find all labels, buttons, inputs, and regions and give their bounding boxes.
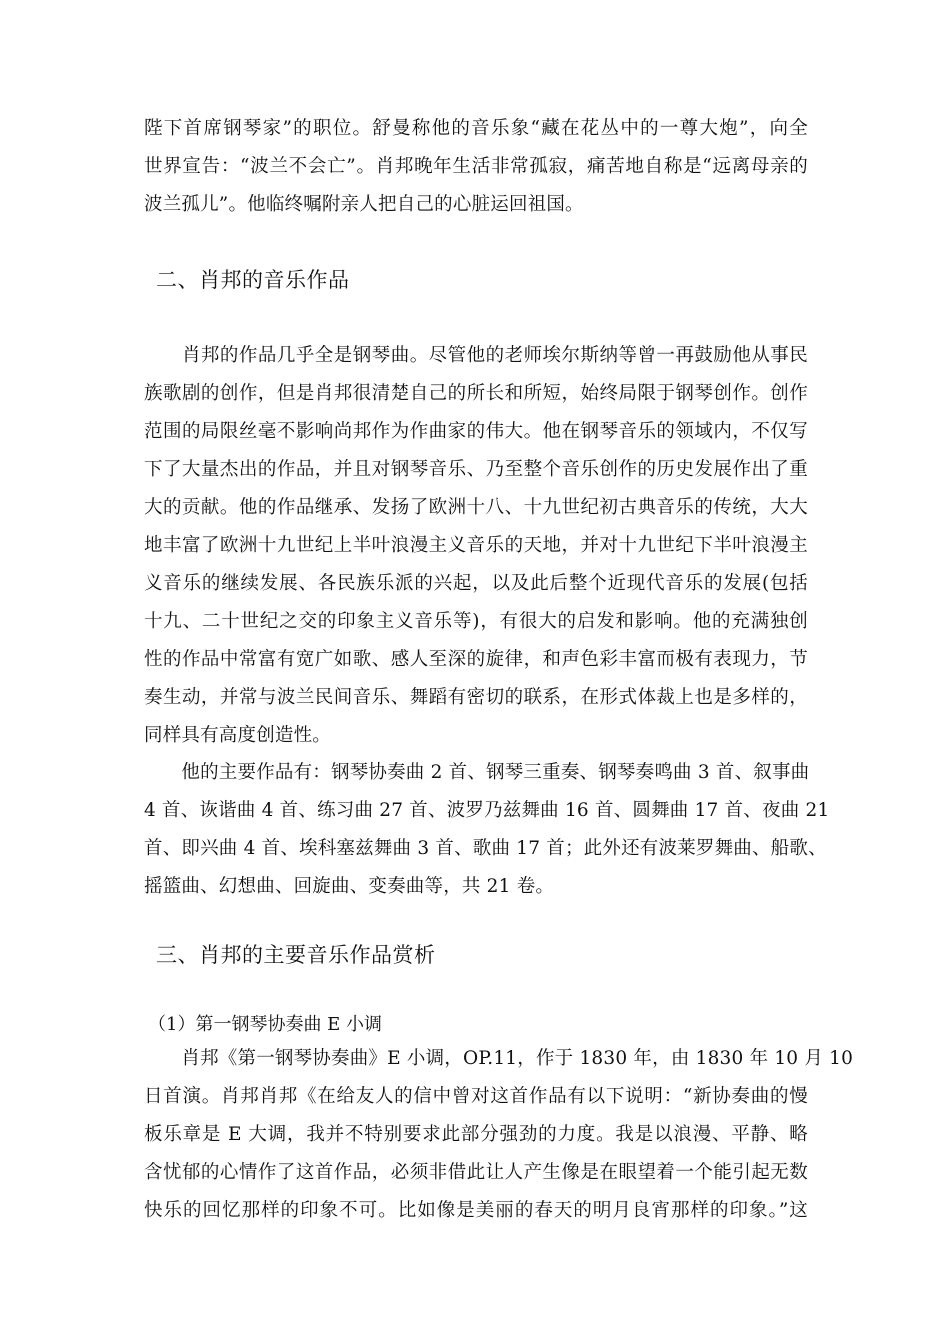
subsection-heading: （1）第一钢琴协奏曲 E 小调: [148, 1014, 383, 1035]
paragraph-line: 他的主要作品有：钢琴协奏曲 2 首、钢琴三重奏、钢琴奏鸣曲 3 首、叙事曲: [144, 762, 810, 783]
paragraph-line: 摇篮曲、幻想曲、回旋曲、变奏曲等，共 21 卷。: [144, 876, 555, 897]
intro-line: 世界宣告：“波兰不会亡”。肖邦晚年生活非常孤寂，痛苦地自称是“远离母亲的: [144, 156, 808, 177]
section-heading-works: 二、肖邦的音乐作品: [156, 268, 350, 292]
paragraph-line: 同样具有高度创造性。: [144, 725, 332, 746]
paragraph-line: 日首演。肖邦肖邦《在给友人的信中曾对这首作品有以下说明：“新协奏曲的慢: [144, 1086, 808, 1107]
paragraph-line: 大的贡献。他的作品继承、发扬了欧洲十八、十九世纪初古典音乐的传统，大大: [144, 497, 808, 518]
paragraph-line: 下了大量杰出的作品，并且对钢琴音乐、乃至整个音乐创作的历史发展作出了重: [144, 459, 808, 480]
paragraph-line: 十九、二十世纪之交的印象主义音乐等)，有很大的启发和影响。他的充满独创: [144, 611, 808, 632]
intro-line: 波兰孤儿”。他临终嘱附亲人把自己的心脏运回祖国。: [144, 194, 584, 215]
paragraph-line: 性的作品中常富有宽广如歌、感人至深的旋律，和声色彩丰富而极有表现力，节: [144, 649, 808, 670]
paragraph-line: 4 首、诙谐曲 4 首、练习曲 27 首、波罗乃兹舞曲 16 首、圆舞曲 17 首、夜曲 21: [144, 800, 830, 821]
paragraph-line: 义音乐的继续发展、各民族乐派的兴起，以及此后整个近现代音乐的发展(包括: [144, 573, 808, 594]
paragraph-line: 奏生动，并常与波兰民间音乐、舞蹈有密切的联系，在形式体裁上也是多样的，: [144, 687, 808, 708]
paragraph-line: 肖邦《第一钢琴协奏曲》E 小调，OP.11，作于 1830 年，由 1830 年 10 月 10: [144, 1048, 854, 1069]
paragraph-line: 含忧郁的心情作了这首作品，必须非借此让人产生像是在眼望着一个能引起无数: [144, 1162, 808, 1183]
section-heading-analysis: 三、肖邦的主要音乐作品赏析: [156, 943, 436, 967]
paragraph-line: 地丰富了欧洲十九世纪上半叶浪漫主义音乐的天地，并对十九世纪下半叶浪漫主: [144, 535, 808, 556]
paragraph-line: 范围的局限丝毫不影响尚邦作为作曲家的伟大。他在钢琴音乐的领域内，不仅写: [144, 421, 808, 442]
paragraph-line: 族歌剧的创作，但是肖邦很清楚自己的所长和所短，始终局限于钢琴创作。创作: [144, 383, 808, 404]
paragraph-line: 肖邦的作品几乎全是钢琴曲。尽管他的老师埃尔斯纳等曾一再鼓励他从事民: [144, 345, 808, 366]
paragraph-line: 首、即兴曲 4 首、埃科塞兹舞曲 3 首、歌曲 17 首；此外还有波莱罗舞曲、船歌、: [144, 838, 827, 859]
paragraph-line: 板乐章是 E 大调，我并不特别要求此部分强劲的力度。我是以浪漫、平静、略: [144, 1124, 808, 1145]
intro-line: 陛下首席钢琴家”的职位。舒曼称他的音乐象“藏在花丛中的一尊大炮”，向全: [144, 118, 808, 139]
paragraph-line: 快乐的回忆那样的印象不可。比如像是美丽的春天的明月良宵那样的印象。”这: [144, 1200, 808, 1221]
